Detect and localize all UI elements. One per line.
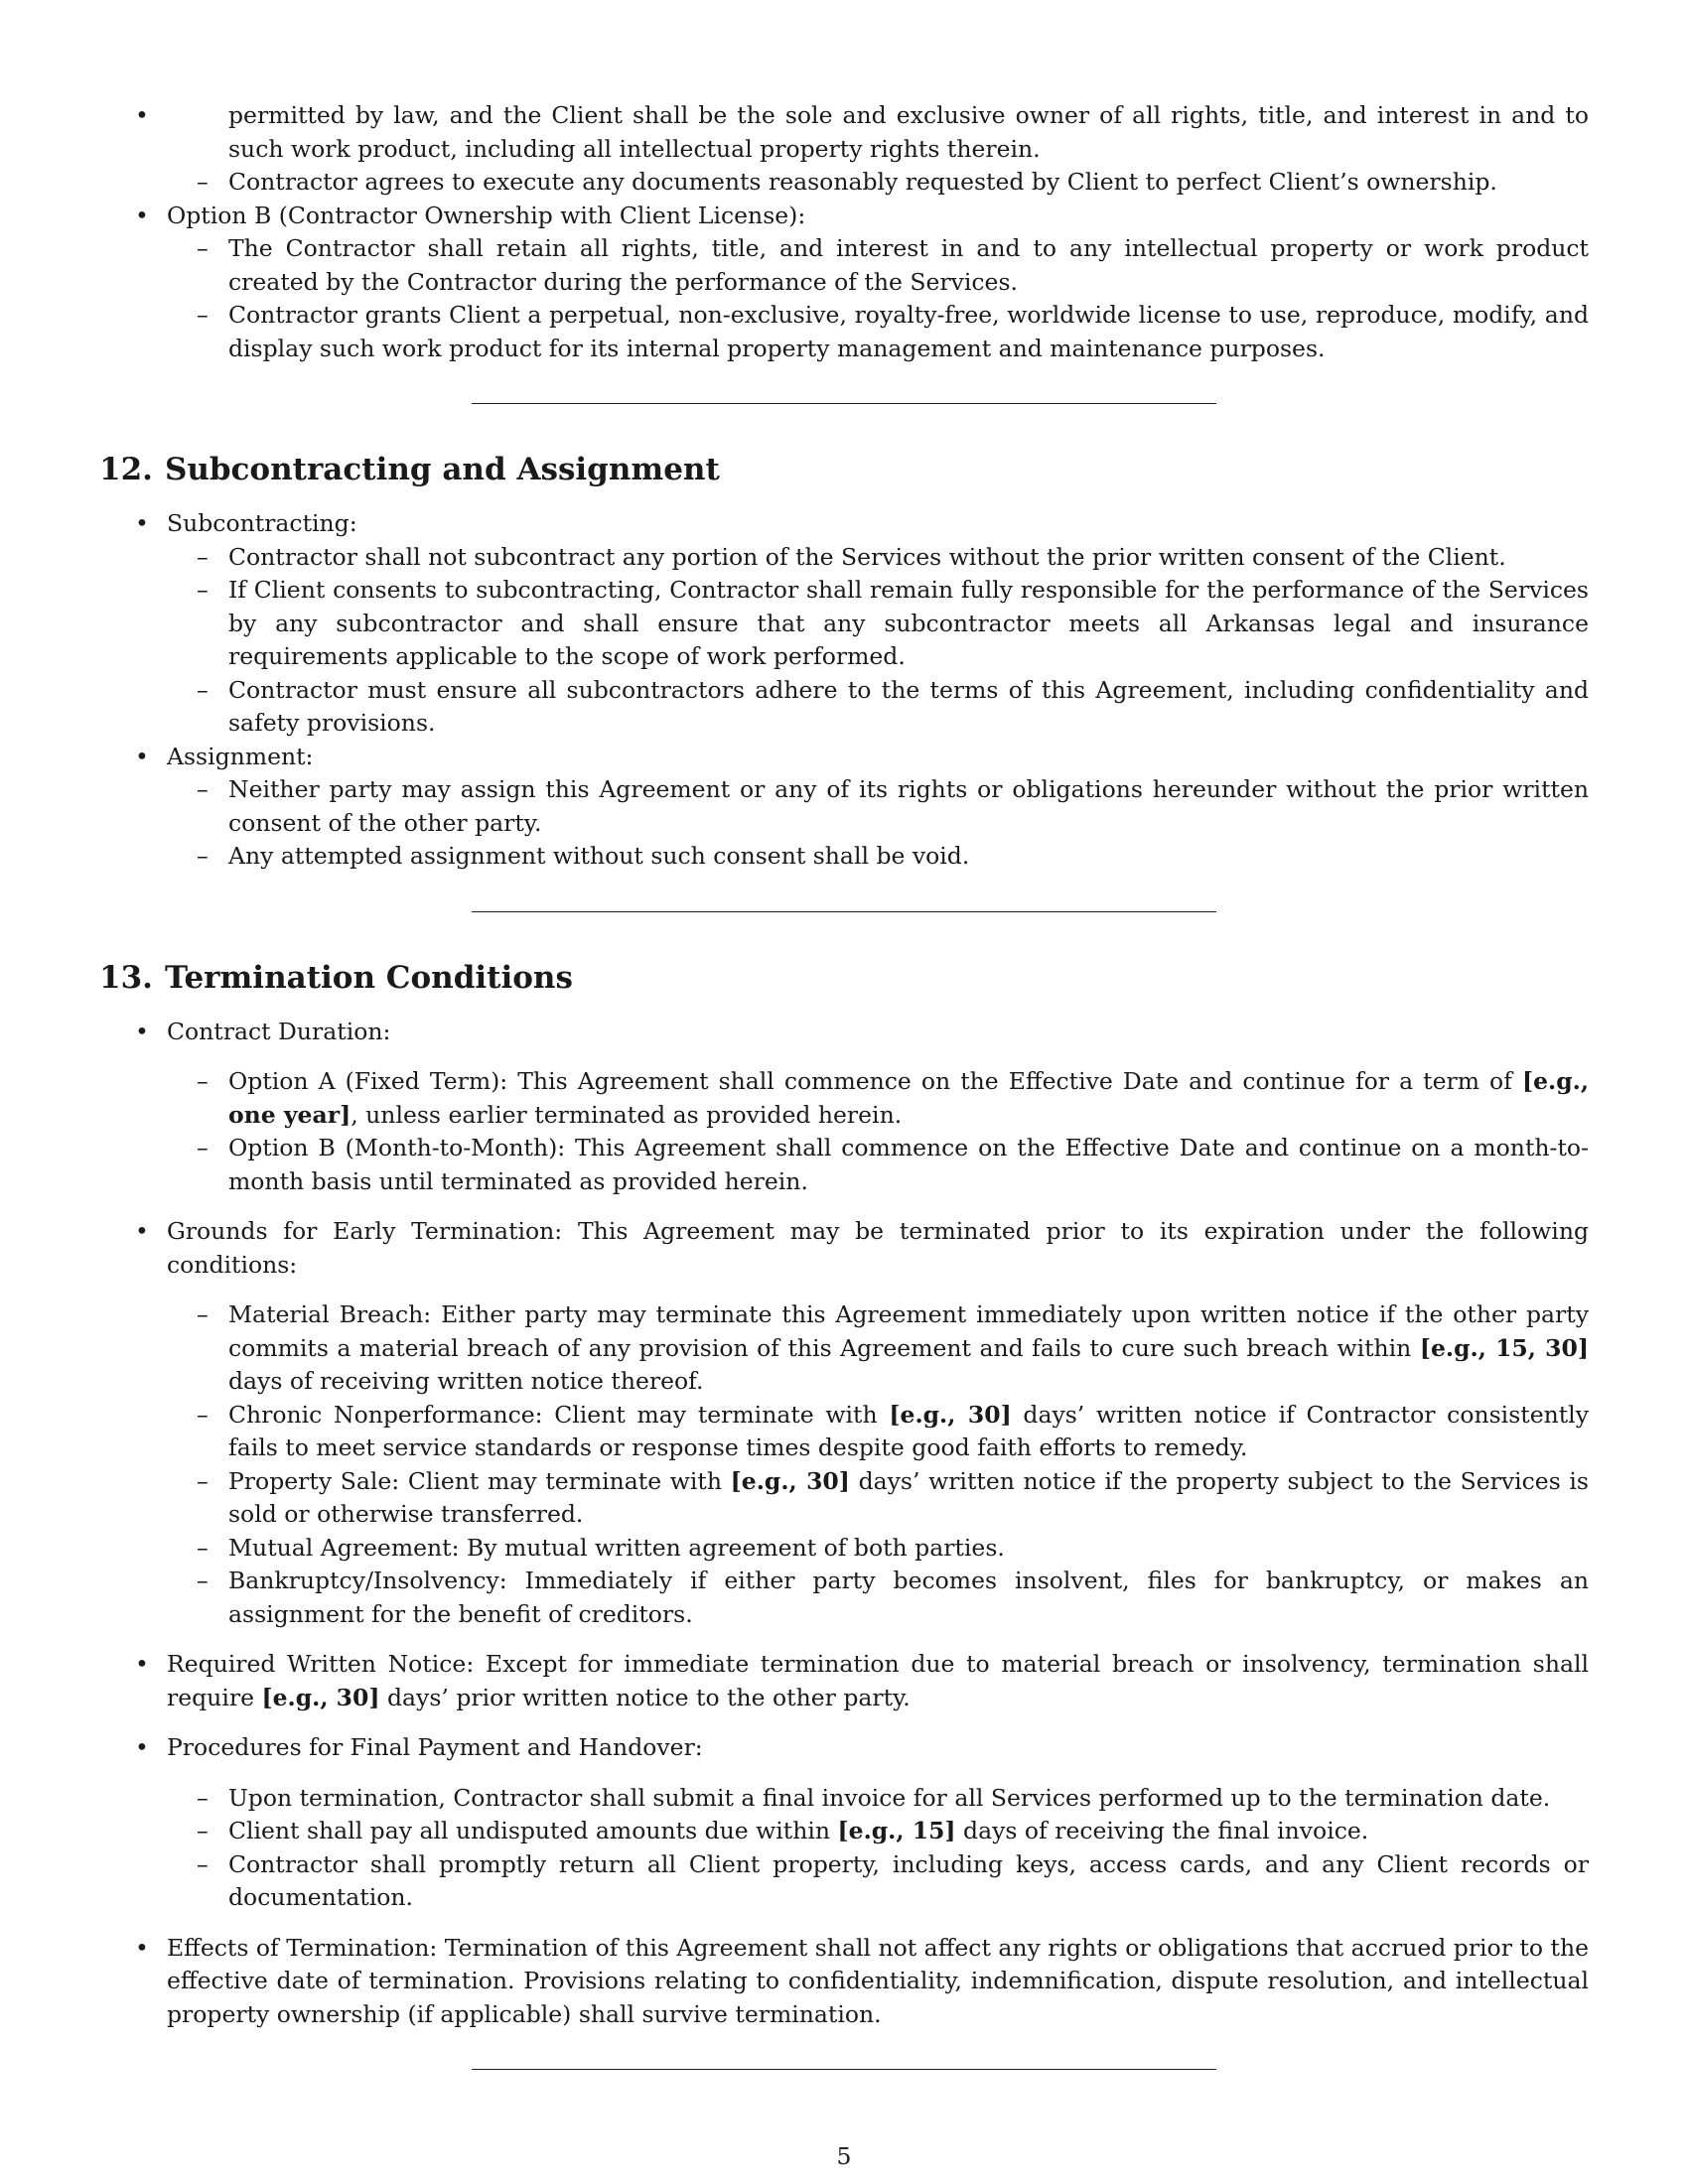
duration-option-b: – Option B (Month-to-Month): This Agreement shall commence on the Effective Date and continue on a month-to-month basis until terminated as provided herein. xyxy=(99,1132,1589,1198)
subcontracting-consent: – Contractor shall not subcontract any portion of the Services without the prior written consent of the Client. xyxy=(99,541,1589,575)
assignment-item: • Assignment: – Neither party may assign this Agreement or any of its rights or obligations hereunder without the prior written consent of the other party. – Any attempted assignment without such consent shall be void. xyxy=(99,741,1589,874)
section-divider xyxy=(472,911,1216,912)
ground-chronic-nonperformance: – Chronic Nonperformance: Client may terminate with [e.g., 30] days’ written notice if Contractor consistently fails to meet service standards or response times despite good faith efforts to remedy. xyxy=(99,1399,1589,1465)
ip-option-b: • Option B (Contractor Ownership with Client License): – The Contractor shall retain all rights, title, and interest in and to any intellectual property or work product created by the Contractor during the performance of the Services. – Contractor grants Client a perpetual, non-exclusive, royalty-free, worldwide license to use, reproduce, modify, and display such work product for its internal property management and maintenance purposes. xyxy=(99,200,1589,366)
effects-item: • Effects of Termination: Termination of this Agreement shall not affect any rights or obligations that accrued prior to the effective date of termination. Provisions relating to confidentiality, indemnification, dispute resolution, and intellectual property ownership (if applicable) shall survive termination. xyxy=(99,1932,1589,2032)
option-a-execute-documents: – Contractor agrees to execute any documents reasonably requested by Client to perfect Client’s ownership. xyxy=(99,166,1589,200)
duration-option-a: – Option A (Fixed Term): This Agreement shall commence on the Effective Date and continue for a term of [e.g., one year], unless earlier terminated as provided herein. xyxy=(99,1065,1589,1132)
ground-material-breach: – Material Breach: Either party may terminate this Agreement immediately upon written notice if the other party commits a material breach of any provision of this Agreement and fails to cure such breach within [e.g., 15, 30] days of receiving written notice thereof. xyxy=(99,1298,1589,1399)
option-b-retain-rights: – The Contractor shall retain all rights, title, and interest in and to any intellectual property or work product created by the Contractor during the performance of the Services. xyxy=(99,232,1589,299)
option-a-continued-text: • permitted by law, and the Client shall be the sole and exclusive owner of all rights, title, and interest in and to such work product, including all intellectual property rights therein. xyxy=(228,101,1589,163)
assignment-void: – Any attempted assignment without such consent shall be void. xyxy=(99,840,1589,874)
ground-bankruptcy: – Bankruptcy/Insolvency: Immediately if either party becomes insolvent, files for bankruptcy, or makes an assignment for the benefit of creditors. xyxy=(99,1565,1589,1631)
procedure-payment: – Client shall pay all undisputed amounts due within [e.g., 15] days of receiving the final invoice. xyxy=(99,1815,1589,1848)
ground-property-sale: – Property Sale: Client may terminate with [e.g., 30] days’ written notice if the property subject to the Services is sold or otherwise transferred. xyxy=(99,1465,1589,1532)
procedures-item: • Procedures for Final Payment and Handover: – Upon termination, Contractor shall submit a final invoice for all Services performed up to the termination date. – Client shall pay all undisputed amounts due within [e.g., 15] days of receiving the final invoice. – Contractor shall promptly return all Client property, including keys, access cards, and any Client records or documentation. xyxy=(99,1731,1589,1915)
subcontracting-adherence: – Contractor must ensure all subcontractors adhere to the terms of this Agreement, including confidentiality and safety provisions. xyxy=(99,674,1589,741)
section-divider xyxy=(472,403,1216,404)
section-13-list xyxy=(99,1016,1589,2032)
section-12-heading: 12. Subcontracting and Assignment xyxy=(99,452,720,487)
ip-ownership-list xyxy=(99,99,1589,365)
section-divider xyxy=(472,2069,1216,2070)
option-b-license: – Contractor grants Client a perpetual, non-exclusive, royalty-free, worldwide license to use, reproduce, modify, and display such work product for its internal property management and maintenance purposes. xyxy=(99,299,1589,365)
ground-mutual-agreement: – Mutual Agreement: By mutual written agreement of both parties. xyxy=(99,1532,1589,1566)
assignment-consent: – Neither party may assign this Agreement or any of its rights or obligations hereunder without the prior written consent of the other party. xyxy=(99,773,1589,840)
procedure-final-invoice: – Upon termination, Contractor shall submit a final invoice for all Services performed up to the termination date. xyxy=(99,1782,1589,1816)
subcontracting-item: • Subcontracting: – Contractor shall not subcontract any portion of the Services without the prior written consent of the Client. – If Client consents to subcontracting, Contractor shall remain fully responsible for the performance of the Services by any subcontractor and shall ensure that any subcontractor meets all Arkansas legal and insurance requirements applicable to the scope of work performed. – Contractor must ensure all subcontractors adhere to the terms of this Agreement, including confidentiality and safety provisions. xyxy=(99,507,1589,741)
page-content xyxy=(99,99,1589,2070)
section-12-list xyxy=(99,507,1589,874)
page-number: 5 xyxy=(836,2142,852,2170)
procedure-return-property: – Contractor shall promptly return all Client property, including keys, access cards, and any Client records or documentation. xyxy=(99,1848,1589,1915)
written-notice-item: • Required Written Notice: Except for immediate termination due to material breach or insolvency, termination shall require [e.g., 30] days’ prior written notice to the other party. xyxy=(99,1648,1589,1714)
grounds-item: • Grounds for Early Termination: This Agreement may be terminated prior to its expiration under the following conditions: – Material Breach: Either party may terminate this Agreement immediately upon written notice if the other party commits a material breach of any provision of this Agreement and fails to cure such breach within [e.g., 15, 30] days of receiving written notice thereof. – Chronic Nonperformance: Client may terminate with [e.g., 30] days’ written notice if Contractor consistently fails to meet service standards or response times despite good faith efforts to remedy. – Property Sale: Client may terminate with [e.g., 30] days’ written notice if the property subject to the Services is sold or otherwise transferred. – Mutual Agreement: By mutual written agreement of both parties. – Bankruptcy/Insolvency: Immediately if either party becomes insolvent, files for bankruptcy, or makes an assignment for the benefit of creditors. xyxy=(99,1215,1589,1631)
contract-duration-item: • Contract Duration: – Option A (Fixed Term): This Agreement shall commence on the Effective Date and continue for a term of [e.g., one year], unless earlier terminated as provided herein. – Option B (Month-to-Month): This Agreement shall commence on the Effective Date and continue on a month-to-month basis until terminated as provided herein. xyxy=(99,1016,1589,1199)
ip-option-a-continued xyxy=(99,99,1589,200)
subcontracting-responsibility: – If Client consents to subcontracting, Contractor shall remain fully responsible for the performance of the Services by any subcontractor and shall ensure that any subcontractor meets all Arkansas legal and insurance requirements applicable to the scope of work performed. xyxy=(99,574,1589,674)
section-13-heading: 13. Termination Conditions xyxy=(99,959,573,996)
